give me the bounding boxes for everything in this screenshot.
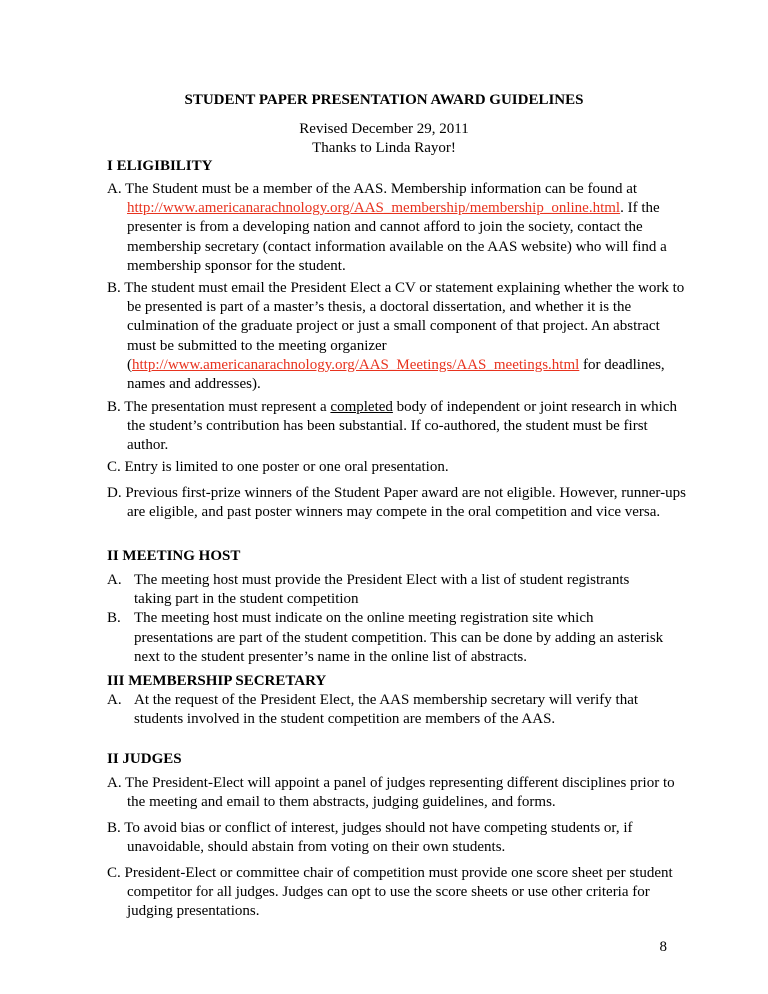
list-marker: A. (107, 692, 122, 708)
judges-item-c: C. President-Elect or committee chair of competition must provide one score sheet per student competitor for all judges. Judges can opt to use the score sheets or use other criteria for judging presentations. (107, 865, 673, 920)
section-heading-meeting-host: II MEETING HOST (107, 548, 241, 564)
membership-secretary-list (107, 691, 667, 729)
meetings-link[interactable]: http://www.americanarachnology.org/AAS_Meetings/AAS_meetings.html (132, 356, 580, 373)
revision-date: Revised December 29, 2011 (299, 121, 469, 137)
eligibility-a-text-pre: A. The Student must be a member of the AAS. Membership information can be found at (107, 181, 638, 197)
eligibility-b1-text-post: for deadlines, names and addresses). (127, 356, 665, 393)
section-heading-membership-secretary: III MEMBERSHIP SECRETARY (107, 673, 327, 689)
section-heading-judges: II JUDGES (107, 751, 182, 767)
eligibility-item-a (107, 180, 687, 276)
list-marker: B. (107, 610, 121, 627)
completed-underlined-word: completed (330, 399, 393, 415)
list-item-text: At the request of the President Elect, the AAS membership secretary will verify that students involved in the student competition are members of the AAS. (134, 692, 639, 728)
judges-item-b: B. To avoid bias or conflict of interest, judges should not have competing students or, if unavoidable, should abstain from voting on their own students. (107, 820, 633, 856)
list-item-text: The meeting host must indicate on the online meeting registration site which presentations are part of the student competition. This can be done by adding an asterisk next to the student presenter’s name in the online list of abstracts. (134, 610, 664, 665)
meeting-host-list (107, 571, 667, 667)
eligibility-item-c: C. Entry is limited to one poster or one oral presentation. (107, 459, 449, 475)
list-item (107, 691, 667, 729)
list-marker: A. (107, 572, 122, 588)
section-heading-eligibility: I ELIGIBILITY (107, 158, 213, 174)
eligibility-b2-text-post: body of independent or joint research in which the student’s contribution has been substantial. If co-authored, the student must be first author. (127, 399, 677, 454)
acknowledgement: Thanks to Linda Rayor! (312, 140, 456, 156)
list-item-text: The meeting host must provide the President Elect with a list of student registrants taking part in the student competition (134, 572, 630, 608)
judges-item-a: A. The President-Elect will appoint a panel of judges representing different disciplines prior to the meeting and email to them abstracts, judging guidelines, and forms. (107, 775, 675, 811)
list-item (107, 571, 667, 609)
document-title: STUDENT PAPER PRESENTATION AWARD GUIDELINES (184, 92, 584, 108)
list-item (107, 609, 667, 667)
eligibility-item-d: D. Previous first-prize winners of the Student Paper award are not eligible. However, runner-ups are eligible, and past poster winners may compete in the oral competition and vice versa. (107, 485, 686, 521)
page-number: 8 (659, 939, 667, 955)
eligibility-a-text-post: . If the presenter is from a developing nation and cannot afford to join the society, contact the membership secretary (contact information available on the AAS website) who will find a membership sponsor for the student. (127, 200, 667, 274)
membership-link[interactable]: http://www.americanarachnology.org/AAS_membership/membership_online.html (127, 200, 621, 217)
eligibility-item-b2 (107, 398, 687, 456)
eligibility-b1-text-pre: B. The student must email the President Elect a CV or statement explaining whether the work to be presented is part of a master’s thesis, a doctoral dissertation, and whether it is the culmination of the graduate project or just a small component of that project. An abstract must be submitted to the meeting organizer ( (107, 280, 685, 373)
eligibility-item-b1 (107, 279, 687, 394)
eligibility-b2-text-pre: B. The presentation must represent a (107, 399, 331, 415)
